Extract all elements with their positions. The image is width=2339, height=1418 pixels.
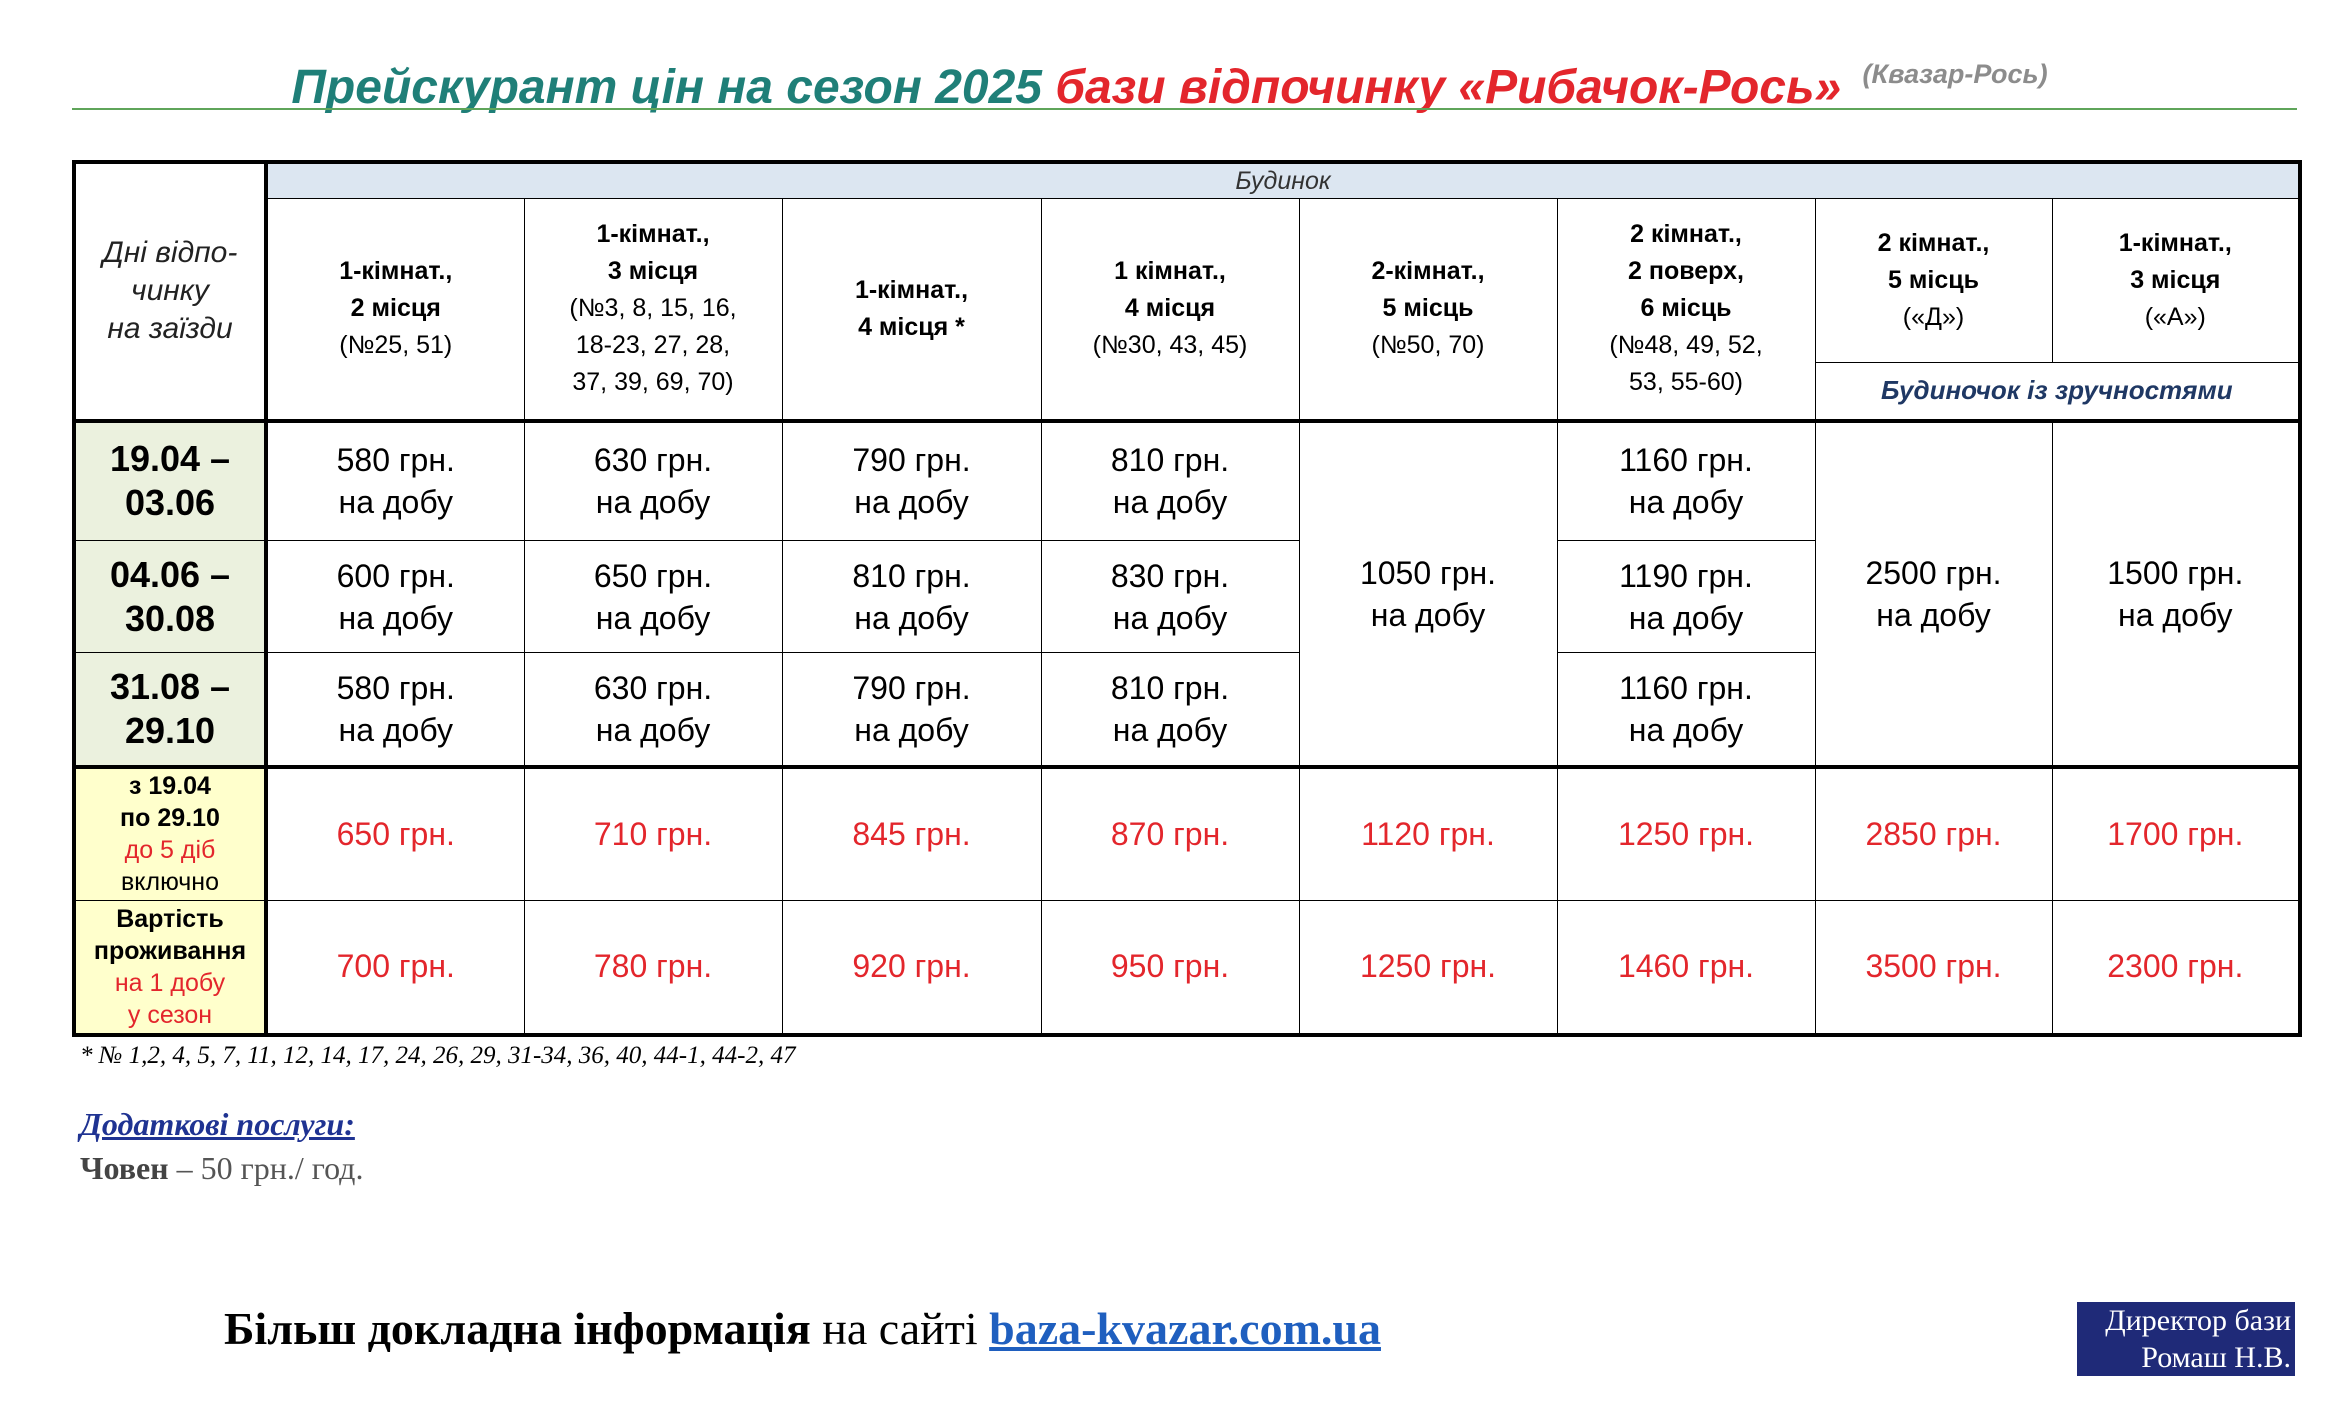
one-day-price: 780 грн.: [524, 901, 782, 1035]
short-stay-price: 1700 грн.: [2052, 767, 2300, 901]
more-info-plain: на сайті: [810, 1303, 990, 1354]
price-cell-merged: [1815, 421, 2052, 767]
col-header-bold: 1-кімнат.,: [596, 220, 710, 249]
period-label: [74, 653, 266, 767]
price-cell: [266, 653, 524, 767]
price-unit: на добу: [1628, 599, 1744, 636]
price-cell: [1041, 541, 1299, 653]
period-label-line: 29.10: [124, 709, 216, 751]
price-value: 580 грн.: [336, 669, 455, 706]
col-header-bold: 3 місця: [607, 257, 699, 286]
page-title: [0, 44, 2339, 118]
price-cell: [1041, 653, 1299, 767]
boat-service: [80, 1150, 363, 1187]
period-label-line: 03.06: [124, 482, 216, 524]
col-header-bold: 1-кімнат.,: [339, 257, 453, 286]
col-header-bold: 6 місць: [1640, 294, 1732, 323]
price-cell: [782, 653, 1041, 767]
col-header-plain: 53, 55-60): [1629, 368, 1743, 397]
price-cell: [782, 421, 1041, 541]
period-label-line: 19.04 –: [109, 438, 231, 480]
boat-label: Човен: [80, 1150, 169, 1186]
price-unit: на добу: [595, 711, 711, 748]
days-header-line: на заїзди: [107, 312, 233, 346]
footnote: * № 1,2, 4, 5, 7, 11, 12, 14, 17, 24, 26, 29, 31-34, 36, 40, 44-1, 44-2, 47: [80, 1042, 796, 1069]
price-value: 1500 грн.: [2107, 554, 2244, 591]
column-header-8: [2052, 199, 2300, 363]
price-cell: [266, 541, 524, 653]
short-stay-price: 1250 грн.: [1557, 767, 1815, 901]
more-info: [224, 1302, 1381, 1355]
price-cell: [524, 541, 782, 653]
col-header-bold: 1-кімнат.,: [2118, 229, 2232, 257]
website-link[interactable]: baza-kvazar.com.ua: [989, 1303, 1381, 1354]
col-header-bold: 5 місць: [1382, 294, 1474, 323]
price-cell: [266, 421, 524, 541]
director-line-2: Ромаш Н.В.: [2141, 1341, 2291, 1374]
one-day-label: [74, 901, 266, 1035]
column-header-5: [1299, 199, 1557, 421]
price-unit: на добу: [338, 599, 453, 636]
one-day-price: 3500 грн.: [1815, 901, 2052, 1035]
group-header: Будинок: [266, 162, 2300, 199]
price-value: 810 грн.: [852, 557, 971, 594]
price-table: [72, 160, 2302, 1037]
days-header: [74, 162, 266, 421]
title-part-2: бази відпочинку «Рибачок-Рось»: [1055, 61, 1842, 114]
label-line: з 19.04: [129, 772, 211, 801]
col-header-bold: 2 кімнат.,: [1630, 220, 1742, 249]
price-unit: на добу: [338, 484, 453, 521]
price-value: 1160 грн.: [1619, 669, 1753, 706]
col-header-plain: (№3, 8, 15, 16,: [569, 294, 737, 323]
price-value: 790 грн.: [852, 669, 971, 706]
title-part-3: (Квазар-Рось): [1862, 59, 2048, 89]
col-header-plain: (№25, 51): [339, 331, 453, 360]
label-line: включно: [120, 868, 220, 897]
col-header-bold: 4 місця: [1124, 294, 1216, 323]
one-day-price: 1250 грн.: [1299, 901, 1557, 1035]
price-unit: на добу: [1876, 596, 1991, 633]
column-header-6: [1557, 199, 1815, 421]
col-header-bold: 2 місця: [350, 294, 441, 323]
amenities-label: Будиночок із зручностями: [1815, 363, 2300, 421]
price-value: 600 грн.: [336, 557, 455, 594]
director-signature: [2077, 1302, 2295, 1376]
price-value: 1160 грн.: [1619, 442, 1753, 479]
column-header-2: [524, 199, 782, 421]
col-header-plain: (№50, 70): [1371, 331, 1485, 360]
column-header-7: [1815, 199, 2052, 363]
short-stay-price: 710 грн.: [524, 767, 782, 901]
price-value: 810 грн.: [1110, 442, 1230, 479]
price-value: 1190 грн.: [1619, 557, 1753, 594]
price-unit: на добу: [1370, 596, 1486, 633]
one-day-price: 700 грн.: [266, 901, 524, 1035]
short-stay-price: 2850 грн.: [1815, 767, 2052, 901]
title-divider: [72, 108, 2297, 110]
price-cell: [524, 653, 782, 767]
price-value: 580 грн.: [336, 442, 455, 479]
price-value: 650 грн.: [593, 557, 713, 594]
label-line: на 1 добу: [114, 968, 226, 997]
extra-services-title: Додаткові послуги:: [80, 1106, 355, 1142]
price-unit: на добу: [1112, 711, 1228, 748]
price-value: 810 грн.: [1110, 669, 1230, 706]
col-header-bold: 2 кімнат.,: [1877, 229, 1990, 257]
price-unit: на добу: [854, 711, 969, 748]
col-header-bold: 5 місць: [1888, 266, 1979, 294]
price-value: 630 грн.: [593, 669, 713, 706]
more-info-bold: Більш докладна інформація: [224, 1303, 811, 1354]
label-line: проживання: [93, 936, 247, 965]
price-unit: на добу: [1628, 484, 1744, 521]
period-label-line: 30.08: [124, 597, 216, 639]
days-header-line: чинку: [131, 274, 209, 308]
col-header-bold: 2 поверх,: [1628, 257, 1744, 286]
label-line: до 5 діб: [124, 836, 216, 865]
boat-price: – 50 грн./ год.: [168, 1150, 364, 1186]
short-stay-price: 1120 грн.: [1299, 767, 1557, 901]
price-unit: на добу: [1112, 599, 1228, 636]
price-value: 1050 грн.: [1359, 554, 1497, 591]
price-cell: [524, 421, 782, 541]
period-label-line: 04.06 –: [109, 553, 231, 595]
price-unit: на добу: [595, 484, 711, 521]
price-unit: на добу: [1628, 711, 1744, 748]
price-value: 790 грн.: [852, 442, 971, 479]
director-line-1: Директор бази: [2105, 1304, 2291, 1337]
col-header-bold: 1 кімнат.,: [1114, 257, 1226, 286]
price-cell: [782, 541, 1041, 653]
price-unit: на добу: [338, 711, 453, 748]
col-header-plain: («Д»): [1902, 303, 1965, 331]
price-cell: [1557, 541, 1815, 653]
price-unit: на добу: [854, 484, 969, 521]
price-unit: на добу: [1112, 484, 1228, 521]
price-cell: [1041, 421, 1299, 541]
col-header-plain: 18-23, 27, 28,: [575, 331, 731, 360]
period-label: [74, 541, 266, 653]
column-header-4: [1041, 199, 1299, 421]
price-cell-merged: [1299, 421, 1557, 767]
period-label: [74, 421, 266, 541]
label-line: Вартість: [116, 904, 224, 933]
label-line: по 29.10: [120, 804, 220, 833]
column-header-1: [266, 199, 524, 421]
col-header-bold: 3 місця: [2130, 266, 2221, 294]
price-unit: на добу: [854, 599, 969, 636]
one-day-price: 950 грн.: [1041, 901, 1299, 1035]
one-day-price: 2300 грн.: [2052, 901, 2300, 1035]
price-value: 630 грн.: [593, 442, 713, 479]
price-unit: на добу: [2118, 596, 2233, 633]
short-stay-price: 845 грн.: [782, 767, 1041, 901]
price-cell: [1557, 653, 1815, 767]
col-header-bold: 1-кімнат.,: [854, 275, 969, 304]
col-header-plain: 37, 39, 69, 70): [572, 368, 734, 397]
one-day-price: 1460 грн.: [1557, 901, 1815, 1035]
short-stay-price: 650 грн.: [266, 767, 524, 901]
price-cell: [1557, 421, 1815, 541]
days-header-line: Дні відпо-: [102, 236, 238, 270]
label-line: у сезон: [127, 1000, 213, 1029]
period-label-line: 31.08 –: [109, 665, 231, 707]
col-header-plain: (№48, 49, 52,: [1609, 331, 1763, 360]
col-header-bold: 2-кімнат.,: [1371, 257, 1485, 286]
price-value: 830 грн.: [1110, 557, 1230, 594]
col-header-plain: («А»): [2144, 303, 2206, 331]
short-stay-price: 870 грн.: [1041, 767, 1299, 901]
short-stay-label: [74, 767, 266, 901]
col-header-bold: 4 місця *: [858, 312, 965, 341]
title-part-1: Прейскурант цін на сезон 2025: [291, 61, 1042, 114]
price-unit: на добу: [595, 599, 711, 636]
price-value: 2500 грн.: [1865, 554, 2002, 591]
col-header-plain: (№30, 43, 45): [1092, 331, 1248, 360]
one-day-price: 920 грн.: [782, 901, 1041, 1035]
column-header-3: [782, 199, 1041, 421]
price-cell-merged: [2052, 421, 2300, 767]
